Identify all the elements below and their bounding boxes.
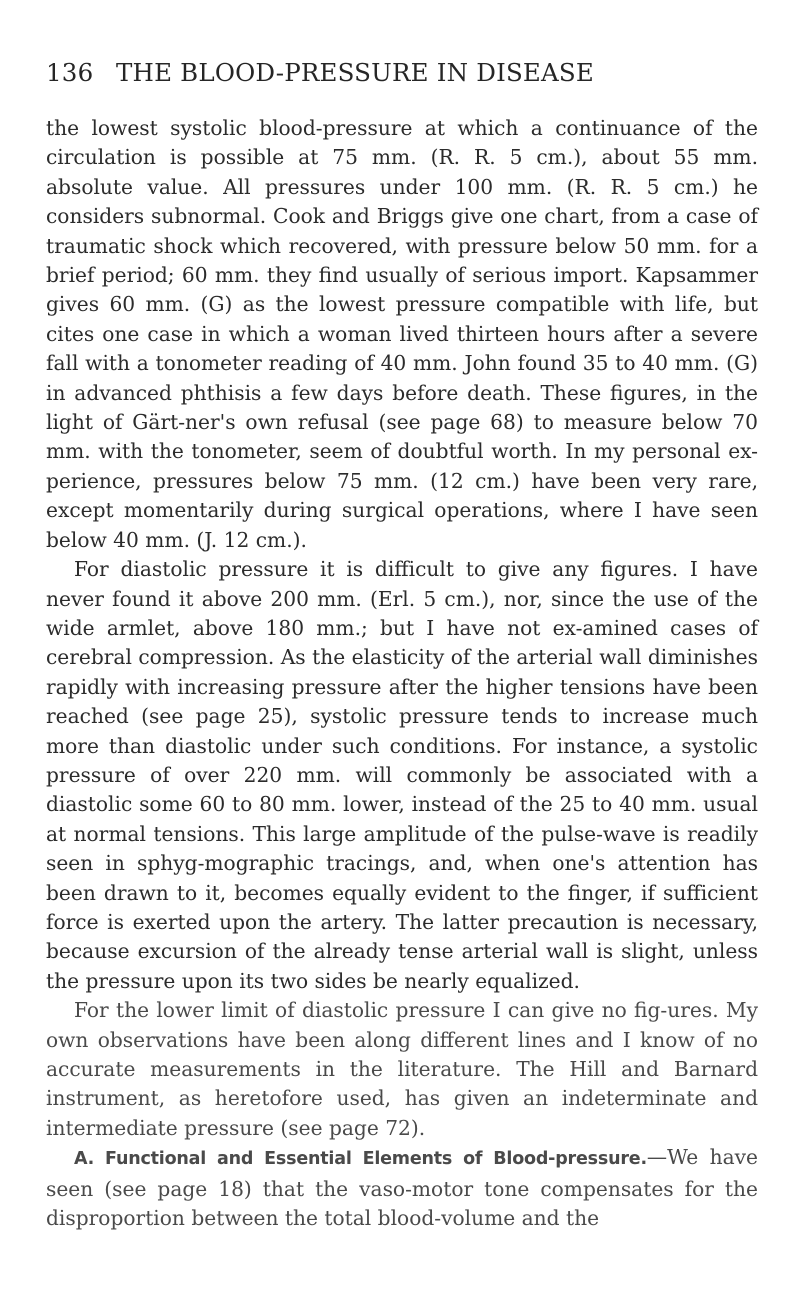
section-heading: A. Functional and Essential Elements of Blood-pressure. — [74, 1149, 647, 1170]
paragraph-diastolic-lower: For the lower limit of diastolic pressure I can give no fig-ures. My own observations have been along different lines and I know of no accurate measurements in the literature. The Hill and Barnard instrument, as heretofore used, has given an indeterminate and intermediate pressure (see page 72). — [46, 998, 758, 1140]
page-number: 136 — [46, 58, 94, 87]
section-text: —We have seen (see page 18) that the vaso-motor tone compensates for the disproportion between the total blood-volume and the — [46, 1145, 758, 1231]
running-head — [46, 58, 758, 92]
book-page — [46, 58, 758, 1233]
paragraph-systolic-limits: the lowest systolic blood-pressure at which a continuance of the circulation is possible at 75 mm. (R. R. 5 cm.), about 55 mm. absolute value. All pressures under 100 mm. (R. R. 5 cm.) he considers subnormal. Cook and Briggs give one chart, from a case of traumatic shock which recovered, with pressure below 50 mm. for a brief period; 60 mm. they find usually of serious import. Kapsammer gives 60 mm. (G) as the lowest pressure compatible with life, but cites one case in which a woman lived thirteen hours after a severe fall with a tonometer reading of 40 mm. John found 35 to 40 mm. (G) in advanced phthisis a few days before death. These figures, in the light of Gärt-ner's own refusal (see page 68) to measure below 70 mm. with the tonometer, seem of doubtful worth. In my personal ex-perience, pressures below 75 mm. (12 cm.) have been very rare, except momentarily during surgical operations, where I have seen below 40 mm. (J. 12 cm.). — [46, 116, 758, 552]
section-a-paragraph — [46, 1143, 758, 1233]
paragraph-diastolic-upper: For diastolic pressure it is difficult to give any figures. I have never found it above 200 mm. (Erl. 5 cm.), nor, since the use of the wide armlet, above 180 mm.; but I have not ex-amined cases of cerebral compression. As the elasticity of the arterial wall diminishes rapidly with increasing pressure after the higher tensions have been reached (see page 25), systolic pressure tends to increase much more than diastolic under such conditions. For instance, a systolic pressure of over 220 mm. will commonly be associated with a diastolic some 60 to 80 mm. lower, instead of the 25 to 40 mm. usual at normal tensions. This large amplitude of the pulse-wave is readily seen in sphyg-mographic tracings, and, when one's attention has been drawn to it, becomes equally evident to the finger, if sufficient force is exerted upon the artery. The latter precaution is necessary, because excursion of the already tense arterial wall is slight, unless the pressure upon its two sides be nearly equalized. — [46, 557, 758, 993]
body-text — [46, 114, 758, 1233]
running-title: THE BLOOD-PRESSURE IN DISEASE — [116, 58, 594, 87]
